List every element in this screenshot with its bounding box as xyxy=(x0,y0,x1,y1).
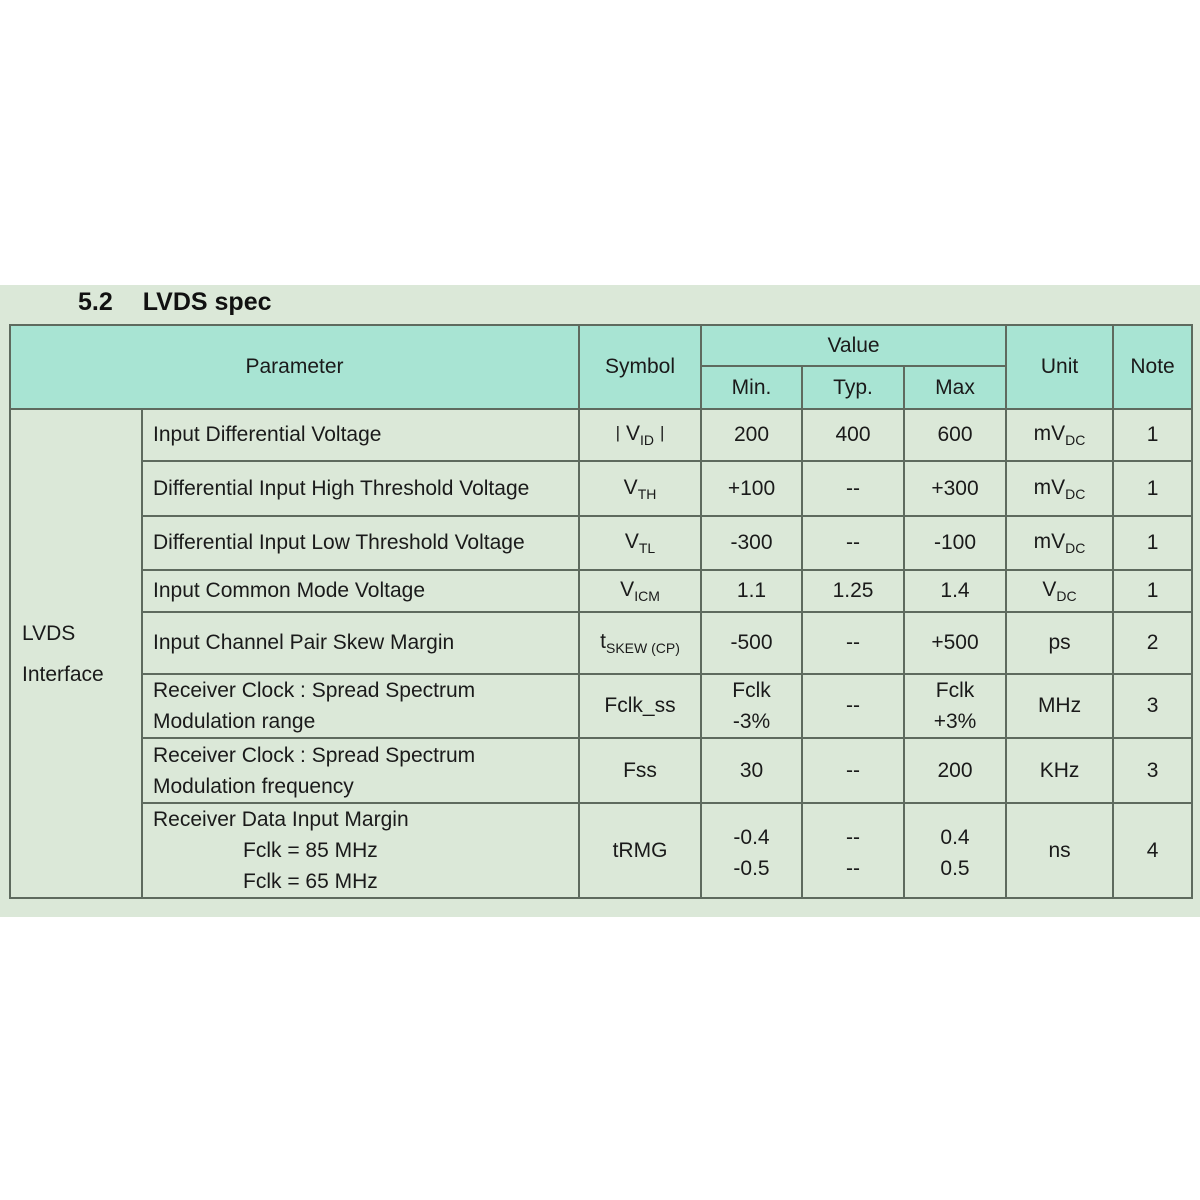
row-unit: ps xyxy=(1006,612,1113,674)
row-note: 1 xyxy=(1113,461,1192,516)
table-row xyxy=(10,570,1192,612)
row-typ: -- xyxy=(802,738,904,803)
row-typ: -- xyxy=(802,612,904,674)
row-parameter: Differential Input High Threshold Voltage xyxy=(142,461,579,516)
row-parameter: Receiver Clock : Spread Spectrum Modulation range xyxy=(142,674,579,738)
row-max: +300 xyxy=(904,461,1006,516)
lvds-spec-table xyxy=(9,324,1193,899)
row-min: +100 xyxy=(701,461,802,516)
row-min: 30 xyxy=(701,738,802,803)
row-symbol: tRMG xyxy=(579,803,701,898)
row-parameter: Input Common Mode Voltage xyxy=(142,570,579,612)
row-min: 1.1 xyxy=(701,570,802,612)
table-row xyxy=(10,516,1192,570)
header-parameter: Parameter xyxy=(10,325,579,409)
row-min: -0.4 -0.5 xyxy=(701,803,802,898)
row-note: 1 xyxy=(1113,516,1192,570)
row-symbol: | $V_{ID}$ | xyxy=(579,409,701,461)
row-typ: -- xyxy=(802,516,904,570)
table-row xyxy=(10,409,1192,461)
row-max: 600 xyxy=(904,409,1006,461)
header-note: Note xyxy=(1113,325,1192,409)
header-symbol: Symbol xyxy=(579,325,701,409)
row-min: 200 xyxy=(701,409,802,461)
header-max: Max xyxy=(904,366,1006,409)
row-parameter: Receiver Data Input Margin Fclk = 85 MHz Fclk = 65 MHz xyxy=(142,803,579,898)
row-typ: -- -- xyxy=(802,803,904,898)
section-heading xyxy=(78,288,272,317)
row-unit: ns xyxy=(1006,803,1113,898)
row-max: +500 xyxy=(904,612,1006,674)
header-row xyxy=(10,325,1192,366)
row-note: 1 xyxy=(1113,409,1192,461)
row-min: -300 xyxy=(701,516,802,570)
row-symbol: $V_{ICM}$ xyxy=(579,570,701,612)
row-note: 3 xyxy=(1113,674,1192,738)
row-max: -100 xyxy=(904,516,1006,570)
row-parameter: Differential Input Low Threshold Voltage xyxy=(142,516,579,570)
row-typ: 400 xyxy=(802,409,904,461)
row-min: Fclk -3% xyxy=(701,674,802,738)
row-note: 1 xyxy=(1113,570,1192,612)
table-row xyxy=(10,803,1192,898)
group-label-line1: LVDS xyxy=(22,621,76,645)
row-symbol: $V_{TH}$ xyxy=(579,461,701,516)
row-max: Fclk +3% xyxy=(904,674,1006,738)
row-typ: -- xyxy=(802,461,904,516)
row-unit: MHz xyxy=(1006,674,1113,738)
row-max: 0.4 0.5 xyxy=(904,803,1006,898)
row-typ: 1.25 xyxy=(802,570,904,612)
row-symbol: $V_{TL}$ xyxy=(579,516,701,570)
row-unit: $mV_{DC}$ xyxy=(1006,409,1113,461)
row-unit: KHz xyxy=(1006,738,1113,803)
group-label xyxy=(10,409,142,898)
row-unit: $mV_{DC}$ xyxy=(1006,461,1113,516)
row-symbol: $t_{SKEW (CP)}$ xyxy=(579,612,701,674)
row-max: 1.4 xyxy=(904,570,1006,612)
row-min: -500 xyxy=(701,612,802,674)
table-row xyxy=(10,738,1192,803)
group-label-line2: Interface xyxy=(22,662,104,686)
row-unit: $mV_{DC}$ xyxy=(1006,516,1113,570)
header-unit: Unit xyxy=(1006,325,1113,409)
row-symbol: Fss xyxy=(579,738,701,803)
section-title: LVDS spec xyxy=(142,288,272,316)
header-typ: Typ. xyxy=(802,366,904,409)
row-symbol: Fclk_ss xyxy=(579,674,701,738)
table-row xyxy=(10,461,1192,516)
table-row xyxy=(10,674,1192,738)
row-note: 4 xyxy=(1113,803,1192,898)
table-row xyxy=(10,612,1192,674)
row-unit: $V_{DC}$ xyxy=(1006,570,1113,612)
row-max: 200 xyxy=(904,738,1006,803)
row-note: 2 xyxy=(1113,612,1192,674)
header-value: Value xyxy=(701,325,1006,366)
row-parameter: Input Channel Pair Skew Margin xyxy=(142,612,579,674)
row-parameter: Receiver Clock : Spread Spectrum Modulation frequency xyxy=(142,738,579,803)
row-note: 3 xyxy=(1113,738,1192,803)
row-parameter: Input Differential Voltage xyxy=(142,409,579,461)
section-number: 5.2 xyxy=(78,288,113,316)
row-typ: -- xyxy=(802,674,904,738)
header-min: Min. xyxy=(701,366,802,409)
